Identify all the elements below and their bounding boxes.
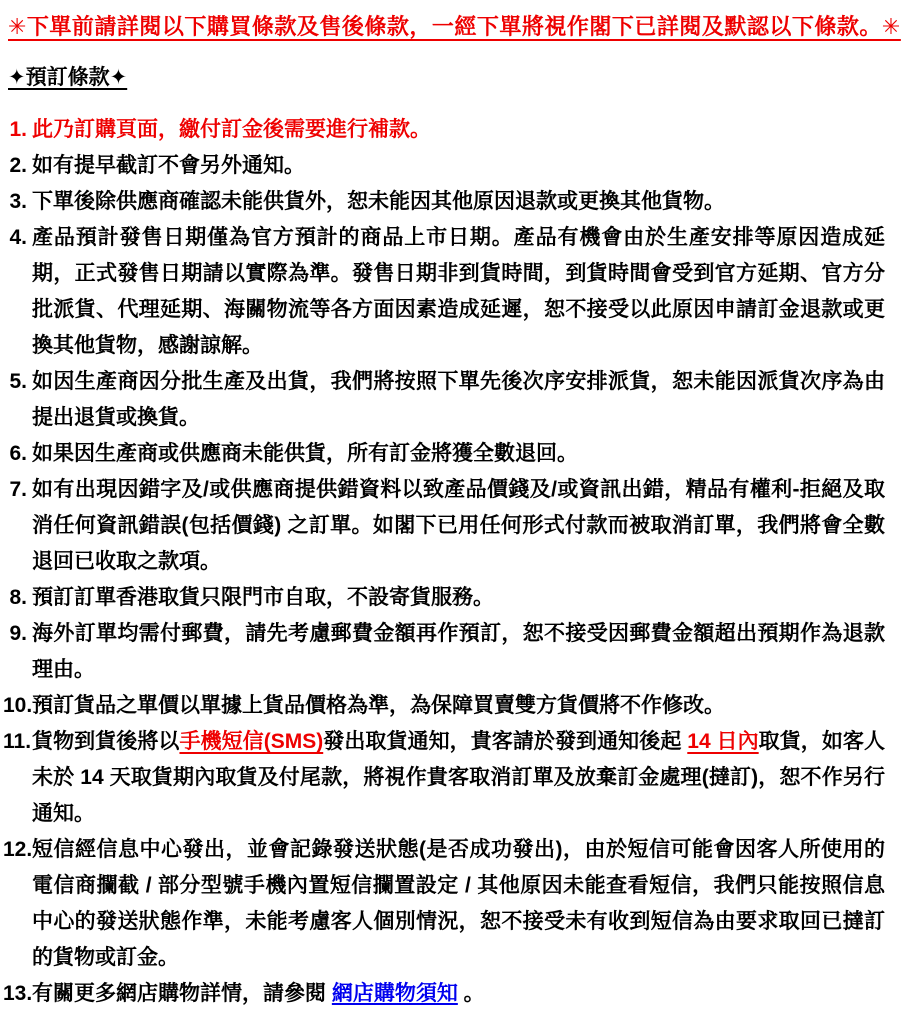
term-item-4 <box>3 220 885 364</box>
term-text: 產品預計發售日期僅為官方預計的商品上市日期。產品有機會由於生產安排等原因造成延期，正式發售日期請以實際為準。發售日期非到貨時間，到貨時間會受到官方延期、官方分批派貨、代理延期、海關物流等各方面因素造成延遲，恕不接受以此原因申請訂金退款或更換其他貨物，感謝諒解。 <box>32 226 885 357</box>
term-text: 下單後除供應商確認未能供貨外，恕未能因其他原因退款或更換其他貨物。 <box>32 190 725 213</box>
term-number: 7. <box>9 478 27 501</box>
term-item-10 <box>3 688 885 724</box>
terms-list <box>3 112 885 1012</box>
term-item-8 <box>3 580 885 616</box>
term-number: 8. <box>9 586 27 609</box>
term-text: 預訂貨品之單價以單據上貨品價格為準，為保障買賣雙方貨價將不作修改。 <box>32 694 725 717</box>
sms-highlight: 手機短信(SMS) <box>179 730 324 753</box>
term-text: 預訂訂單香港取貨只限門市自取，不設寄貨服務。 <box>32 586 494 609</box>
term-text: 。 <box>457 982 485 1005</box>
term-item-5 <box>3 364 885 436</box>
term-text: 貨物到貨後將以 <box>32 730 180 753</box>
term-item-9 <box>3 616 885 688</box>
pickup-deadline-highlight: 14 日內 <box>687 730 759 753</box>
term-item-7 <box>3 472 885 580</box>
term-item-6 <box>3 436 885 472</box>
term-item-3 <box>3 184 885 220</box>
term-text: 取貨，如客人未於 14 天取貨期內取貨及付尾款，將視作貴客取消訂單及放棄訂金處理(撻訂)，恕不作另行通知。 <box>32 730 885 825</box>
notice-banner: ✳下單前請詳閱以下購買條款及售後條款，一經下單將視作閣下已詳閱及默認以下條款。✳ <box>8 14 901 39</box>
term-text: 如有出現因錯字及/或供應商提供錯資料以致產品價錢及/或資訊出錯，精品有權利-拒絕及取消任何資訊錯誤(包括價錢) 之訂單。如閣下已用任何形式付款而被取消訂單，我們將會全數退回已收取之款項。 <box>32 478 885 573</box>
term-item-12 <box>3 832 885 976</box>
term-number: 13. <box>3 982 33 1005</box>
term-number: 2. <box>9 154 27 177</box>
term-text: 發出取貨通知，貴客請於發到通知後起 <box>323 730 688 753</box>
term-text: 如有提早截訂不會另外通知。 <box>32 154 305 177</box>
term-number: 1. <box>9 118 27 141</box>
term-text: 海外訂單均需付郵費，請先考慮郵費金額再作預訂，恕不接受因郵費金額超出預期作為退款理由。 <box>32 622 885 681</box>
term-number: 9. <box>9 622 27 645</box>
link-store-shopping-notice[interactable]: 網店購物須知 <box>331 982 458 1005</box>
term-number: 6. <box>9 442 27 465</box>
term-item-13 <box>3 976 885 1012</box>
term-text: 短信經信息中心發出，並會記錄發送狀態(是否成功發出)，由於短信可能會因客人所使用的電信商攔截 / 部分型號手機內置短信攔置設定 / 其他原因未能查看短信，我們只能按照信息中心的發送狀態作準，未能考慮客人個別情況，恕不接受未有收到短信為由要求取回已撻訂的貨物或訂金。 <box>32 838 885 969</box>
term-number: 4. <box>9 226 27 249</box>
term-text: 如因生產商因分批生產及出貨，我們將按照下單先後次序安排派貨，恕未能因派貨次序為由提出退貨或換貨。 <box>32 370 885 429</box>
term-number: 5. <box>9 370 27 393</box>
section-title: ✦預訂條款✦ <box>8 66 128 89</box>
term-item-2 <box>3 148 885 184</box>
term-text: 如果因生產商或供應商未能供貨，所有訂金將獲全數退回。 <box>32 442 578 465</box>
term-item-11 <box>3 724 885 832</box>
term-number: 10. <box>3 694 33 717</box>
term-number: 12. <box>3 838 33 861</box>
term-text: 此乃訂購頁面，繳付訂金後需要進行補款。 <box>32 118 431 141</box>
term-text: 有關更多網店購物詳情，請參閱 <box>32 982 332 1005</box>
term-number: 3. <box>9 190 27 213</box>
term-item-1 <box>3 112 885 148</box>
term-number: 11. <box>3 730 32 753</box>
